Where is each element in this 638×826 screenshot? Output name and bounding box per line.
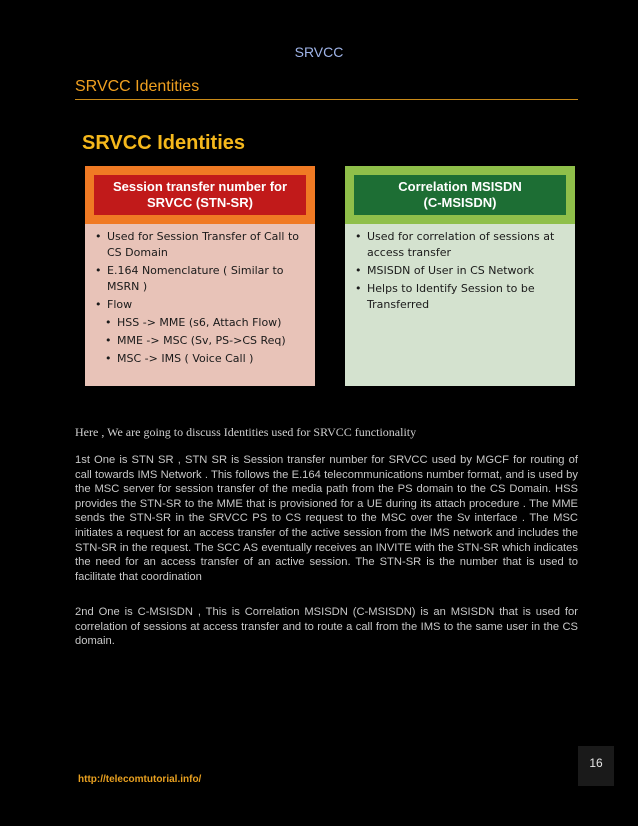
bullet-icon: • <box>355 230 362 243</box>
stn-sr-bullet-list <box>85 224 315 367</box>
srvcc-identities-figure <box>75 122 585 397</box>
stn-sr-heading-line2: SRVCC (STN-SR) <box>147 195 253 210</box>
paragraph-c-msisdn: 2nd One is C-MSISDN , This is Correlation MSISDN (C-MSISDN) is an MSISDN that is used for correlation of sessions at access transfer and to route a call from the IMS to the same user in the CS domain. <box>75 606 578 648</box>
bullet-text: Used for Session Transfer of Call to CS Domain <box>107 230 300 259</box>
sub-list-item <box>105 333 307 349</box>
list-item <box>95 263 307 295</box>
bullet-icon: • <box>355 264 362 277</box>
bullet-text: MSC -> IMS ( Voice Call ) <box>117 352 254 365</box>
footer-website-link[interactable]: http://telecomtutorial.info/ <box>78 774 202 785</box>
c-msisdn-heading-line2: (C-MSISDN) <box>423 195 497 210</box>
bullet-icon: • <box>105 352 112 365</box>
section-title: SRVCC Identities <box>75 78 200 95</box>
list-item <box>95 229 307 261</box>
bullet-icon: • <box>95 264 102 277</box>
bullet-icon: • <box>355 282 362 295</box>
c-msisdn-box <box>345 166 575 386</box>
stn-sr-box-header <box>85 166 315 224</box>
bullet-text: MSISDN of User in CS Network <box>367 264 535 277</box>
bullet-text: Used for correlation of sessions at access transfer <box>367 230 555 259</box>
paragraph-stn-sr: 1st One is STN SR , STN SR is Session transfer number for SRVCC used by MGCF for routing of call towards IMS Network . This follows the E.164 telecommunications number format, and is used by the MSC server for session transfer of the media path from the PS domain to the CS Domain. HSS provides the STN-SR to the MME that is provisioned for a UE during its attach procedure . The MME sends the STN-SR in the SRVCC PS to CS request to the MSC over the Sv interface . The MSC initiates a request for an access transfer of the active session from the IMS network and includes the STN-SR in the request. The SCC AS eventually receives an INVITE with the STN-SR which indicates the need for an access transfer of an active session. The STN-SR is the number that is used to facilitate that coordination <box>75 454 578 583</box>
section-divider <box>75 99 578 100</box>
sub-list-item <box>105 315 307 331</box>
bullet-text: HSS -> MME (s6, Attach Flow) <box>117 316 282 329</box>
list-item <box>355 281 567 313</box>
bullet-text: Flow <box>107 298 133 311</box>
figure-title: SRVCC Identities <box>82 132 245 154</box>
stn-sr-heading-line1: Session transfer number for <box>112 179 288 194</box>
c-msisdn-heading-line1: Correlation MSISDN <box>398 179 522 194</box>
c-msisdn-box-header <box>345 166 575 224</box>
bullet-text: Helps to Identify Session to be Transferred <box>367 282 535 311</box>
intro-text: Here , We are going to discuss Identities used for SRVCC functionality <box>75 425 417 439</box>
page-number: 16 <box>578 746 614 786</box>
c-msisdn-bullet-list <box>345 224 575 313</box>
running-header: SRVCC <box>294 44 344 60</box>
bullet-icon: • <box>95 230 102 243</box>
stn-sr-heading <box>94 175 306 215</box>
c-msisdn-heading <box>354 175 566 215</box>
bullet-icon: • <box>105 316 112 329</box>
bullet-icon: • <box>95 298 102 311</box>
list-item <box>355 263 567 279</box>
bullet-text: MME -> MSC (Sv, PS->CS Req) <box>117 334 286 347</box>
list-item <box>355 229 567 261</box>
stn-sr-box <box>85 166 315 386</box>
list-item <box>95 297 307 313</box>
sub-list-item <box>105 351 307 367</box>
bullet-icon: • <box>105 334 112 347</box>
bullet-text: E.164 Nomenclature ( Similar to MSRN ) <box>107 264 284 293</box>
